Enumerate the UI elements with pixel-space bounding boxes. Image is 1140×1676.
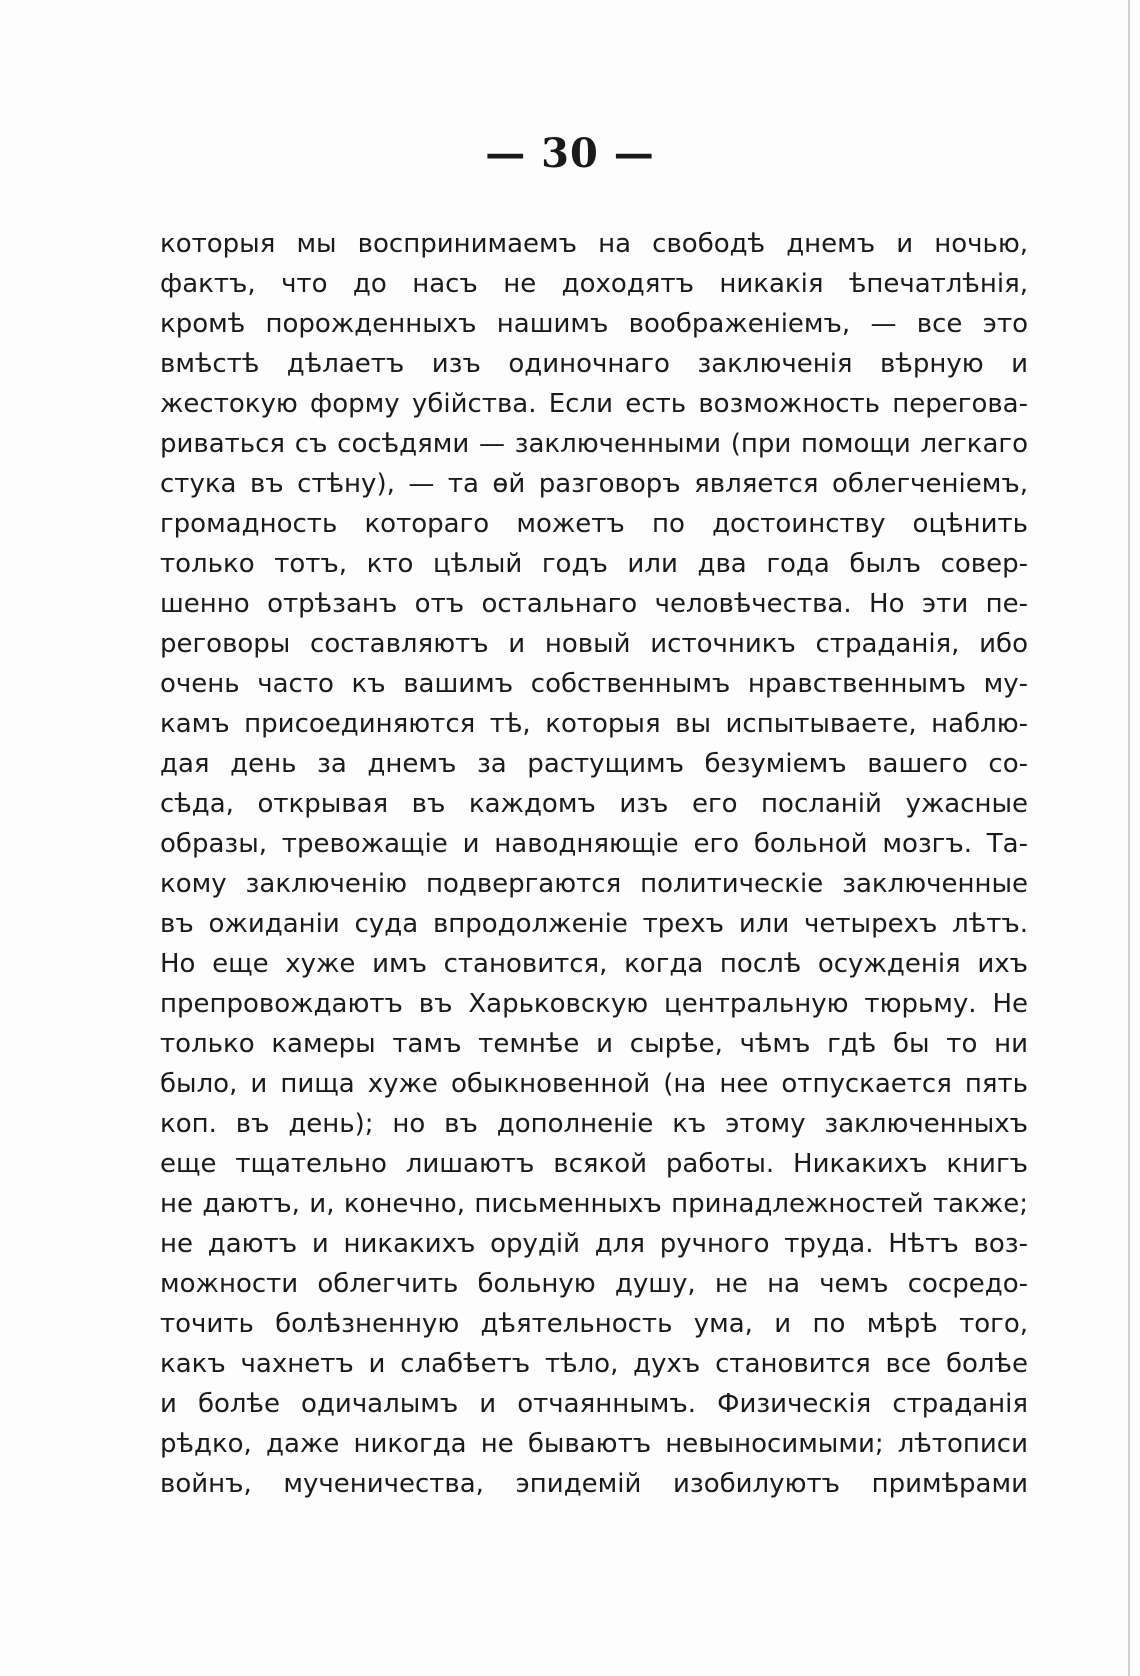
text-line: какъ чахнетъ и слабѣетъ тѣло, духъ становится все болѣе [160,1349,1028,1379]
text-line: камъ присоединяются тѣ, которыя вы испытываете, наблю- [160,709,1028,739]
text-line: войнъ, мученичества, эпидемій изобилуютъ примѣрами [160,1469,1028,1499]
text-line: очень часто къ вашимъ собственнымъ нравственнымъ му- [160,669,1028,699]
text-line: громадность котораго можетъ по достоинству оцѣнить [160,509,1028,539]
page-edge-line [1128,0,1130,1676]
text-line: препровождаютъ въ Харьковскую центральную тюрьму. Не [160,989,1028,1019]
text-line: фактъ, что до насъ не доходятъ никакія ѣпечатлѣнія, [160,269,1028,299]
text-line: точить болѣзненную дѣятельность ума, и по мѣрѣ того, [160,1309,1028,1339]
text-line: еще тщательно лишаютъ всякой работы. Никакихъ книгъ [160,1149,1028,1179]
text-line: стука въ стѣну), — та ѳй разговоръ является облегченіемъ, [160,469,1028,499]
text-line: вмѣстѣ дѣлаетъ изъ одиночнаго заключенія вѣрную и [160,349,1028,379]
text-line: въ ожиданіи суда впродолженіе трехъ или четырехъ лѣтъ. [160,909,1028,939]
text-line: жестокую форму убійства. Если есть возможность перегова- [160,389,1028,419]
text-line: риваться съ сосѣдями — заключенными (при помощи легкаго [160,429,1028,459]
text-line: кромѣ порожденныхъ нашимъ воображеніемъ, — все это [160,309,1028,339]
text-line: коп. въ день); но въ дополненіе къ этому заключенныхъ [160,1109,1028,1139]
text-line: которыя мы воспринимаемъ на свободѣ днемъ и ночью, [160,229,1028,259]
text-line: реговоры составляютъ и новый источникъ страданія, ибо [160,629,1028,659]
body-text [160,224,1028,1504]
text-line: было, и пища хуже обыкновенной (на нее отпускается пять [160,1069,1028,1099]
text-line: кому заключенію подвергаются политическіе заключенные [160,869,1028,899]
text-line: и болѣе одичалымъ и отчаяннымъ. Физическія страданія [160,1389,1028,1419]
text-line: только камеры тамъ темнѣе и сырѣе, чѣмъ гдѣ бы то ни [160,1029,1028,1059]
text-line: образы, тревожащіе и наводняющіе его больной мозгъ. Та- [160,829,1028,859]
page-number: — 30 — [485,130,655,177]
text-line: дая день за днемъ за растущимъ безуміемъ вашего со- [160,749,1028,779]
text-line: Но еще хуже имъ становится, когда послѣ осужденія ихъ [160,949,1028,979]
text-line: рѣдко, даже никогда не бываютъ невыносимыми; лѣтописи [160,1429,1028,1459]
text-line: сѣда, открывая въ каждомъ изъ его посланій ужасные [160,789,1028,819]
text-line: только тотъ, кто цѣлый годъ или два года былъ совер- [160,549,1028,579]
text-line: не даютъ и никакихъ орудій для ручного труда. Нѣтъ воз- [160,1229,1028,1259]
text-line: шенно отрѣзанъ отъ остальнаго человѣчества. Но эти пе- [160,589,1028,619]
text-line: можности облегчить больную душу, не на чемъ сосредо- [160,1269,1028,1299]
text-line: не даютъ, и, конечно, письменныхъ принадлежностей также; [160,1189,1028,1219]
